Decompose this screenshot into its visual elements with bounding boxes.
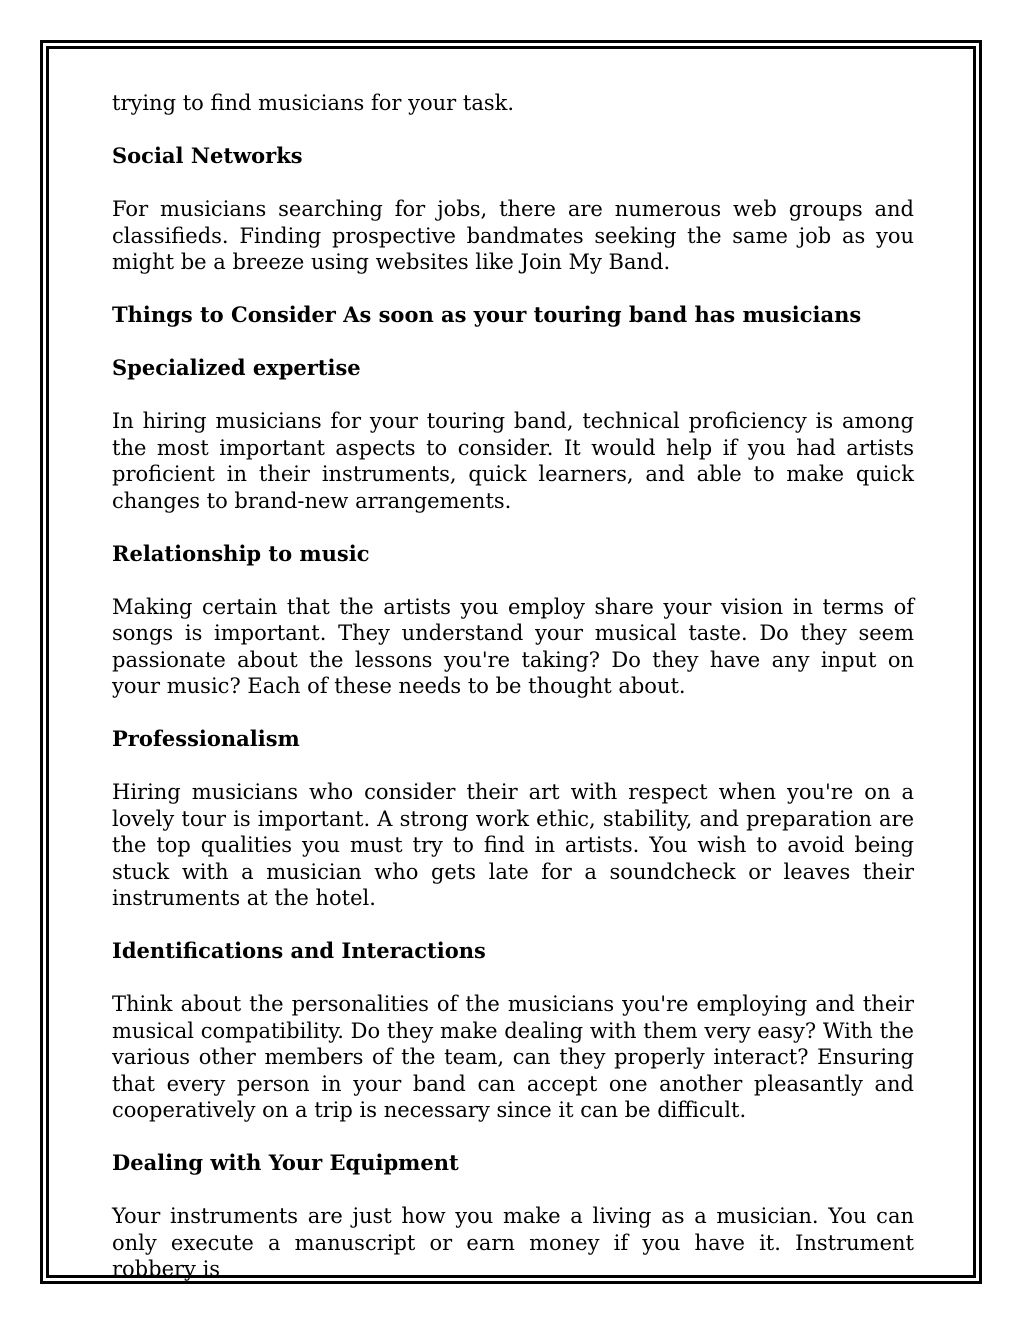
paragraph-identifications-interactions: Think about the personalities of the musicians you're employing and their musical compatibility. Do they make dealing with them very easy? With the various other members of the team, can they properly interact? Ensuring that every person in your band can accept one another pleasantly and cooperatively on a trip is necessary since it can be difficult.	[112, 992, 914, 1122]
heading-specialized-expertise: Specialized expertise	[112, 355, 361, 380]
heading-professionalism: Professionalism	[112, 726, 300, 751]
paragraph-relationship-to-music: Making certain that the artists you employ share your vision in terms of songs is important. They understand your musical taste. Do they seem passionate about the lessons you're taking? Do they have any input on your music? Each of these needs to be thought about.	[112, 594, 914, 698]
paragraph-social-networks: For musicians searching for jobs, there are numerous web groups and classifieds. Finding prospective bandmates seeking the same job as you might be a breeze using websites like Join My Band.	[112, 197, 914, 274]
heading-identifications-interactions: Identifications and Interactions	[112, 938, 486, 963]
heading-things-to-consider: Things to Consider As soon as your touring band has musicians	[112, 302, 862, 327]
paragraph-dealing-with-equipment: Your instruments are just how you make a living as a musician. You can only execute a manuscript or earn money if you have it. Instrument robbery is	[112, 1204, 914, 1281]
heading-dealing-with-equipment: Dealing with Your Equipment	[112, 1150, 459, 1175]
paragraph-professionalism: Hiring musicians who consider their art with respect when you're on a lovely tour is important. A strong work ethic, stability, and preparation are the top qualities you must try to find in artists. You wish to avoid being stuck with a musician who gets late for a soundcheck or leaves their instruments at the hotel.	[112, 780, 914, 910]
heading-social-networks: Social Networks	[112, 143, 303, 168]
paragraph-continuation: trying to find musicians for your task.	[112, 91, 515, 115]
heading-relationship-to-music: Relationship to music	[112, 540, 370, 566]
paragraph-specialized-expertise: In hiring musicians for your touring band, technical proficiency is among the most important aspects to consider. It would help if you had artists proficient in their instruments, quick learners, and able to make quick changes to brand-new arrangements.	[112, 409, 914, 513]
document-body	[112, 90, 914, 1309]
